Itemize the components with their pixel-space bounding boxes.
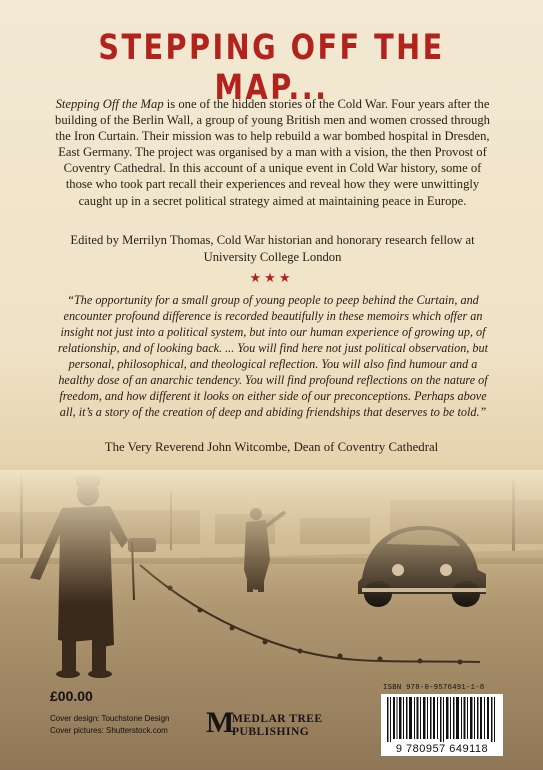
cover-design-credit: Cover design: Touchstone Design — [50, 714, 170, 723]
cover-title: STEPPING OFF THE MAP... — [98, 28, 445, 108]
editor-credit: Edited by Merrilyn Thomas, Cold War historian and honorary research fellow at University College London — [70, 233, 475, 264]
barcode-bars — [381, 694, 503, 742]
section-separator: ★★★ — [249, 270, 294, 285]
quote-attribution: The Very Reverend John Witcombe, Dean of Coventry Cathedral — [104, 440, 439, 454]
publisher-name-line1: MEDLAR TREE — [232, 713, 323, 725]
barcode — [381, 694, 503, 742]
price-label: £00.00 — [50, 688, 93, 704]
barcode-digits: 9 780957 649118 — [381, 742, 503, 756]
blurb-paragraph — [50, 96, 495, 209]
publisher-logo — [206, 706, 346, 740]
blurb-text: is one of the hidden stories of the Cold War. Four years after the building of the Berlin Wall, a group of young British men and women crossed through the Iron Curtain. Their mission was to help rebuild a war bombed hospital in Dresden, East Germany. The project was organised by a man with a vision, the then Provost of Coventry Cathedral. In this account of a unique event in Cold War history, some of those who took part recall their experiences and reveal how they were unwittingly caught up in a secret political strategy aimed at maintaining peace in Europe. — [55, 97, 490, 208]
publisher-name-line2: PUBLISHING — [232, 726, 310, 738]
cover-pictures-credit: Cover pictures: Shutterstock.com — [50, 726, 168, 735]
endorsement-quote: “The opportunity for a small group of young people to peep behind the Curtain, and encounter profound difference is recorded beautifully in these memoirs which offer an insight not just into a political system, but into our human experience of growing up, of relationship, and of looking back. ... You will find here not just political observation, but personal, philosophical, and theological reflection. You will also find humour and a healthy dose of an anarchic tendency. You will find profound reflections on the nature of freedom, and how different it looks on either side of our preconceptions. Perhaps above all, it’s a story of the creation of deep and abiding friendships that deserves to be told.” — [58, 293, 488, 419]
isbn-label: ISBN 978-0-9576491-1-8 — [383, 684, 485, 692]
publisher-logo-initial: M — [206, 706, 235, 739]
blurb-book-title: Stepping Off the Map — [55, 97, 164, 111]
